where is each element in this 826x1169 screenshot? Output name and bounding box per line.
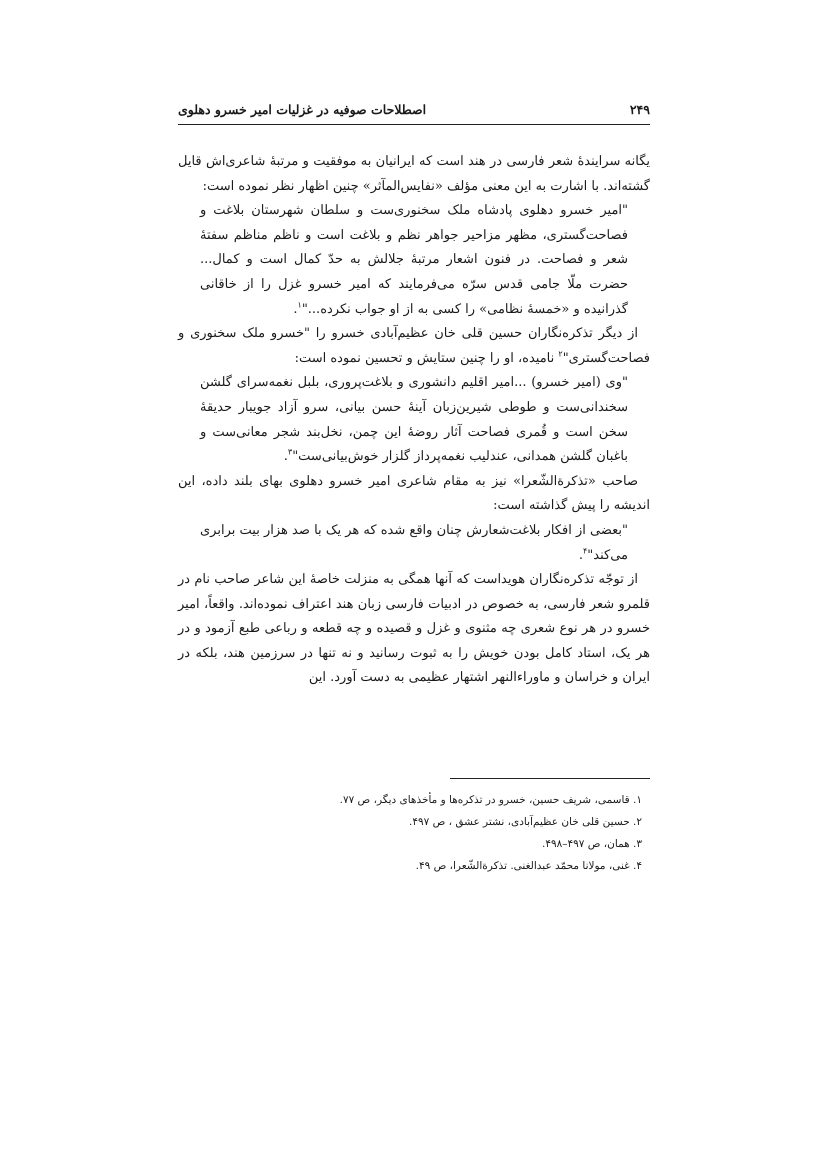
header-rule (178, 124, 650, 125)
header-title: اصطلاحات صوفیه در غزلیات امیر خسرو دهلوی (178, 102, 427, 117)
paragraph-2 (178, 322, 650, 371)
quote-3: "بعضی از افکار بلاغت‌شعارش چنان واقع شده که هر یک با صد هزار بیت برابری می‌کند"$^۴$. (200, 522, 628, 563)
quote-2: "وی (امیر خسرو) ...امیر اقلیم دانشوری و بلاغت‌پروری، بلبل نغمه‌سرای گلشن سخندانی‌ست و طوطی شیرین‌زبان آینهٔ حسن بیانی، سرو آزاد جویبار حدیقهٔ سخن است و قُمری فصاحت آثار روضهٔ این چمن، نخل‌بند شجر معانی‌ست و باغبان گلشن همدانی، عندلیب نغمه‌پرداز گلزار خوش‌بیانی‌ست"$^۳$. (200, 375, 628, 465)
quote-3-text: "بعضی از افکار بلاغت‌شعارش چنان واقع شده که هر یک با صد هزار بیت برابری می‌کند" (200, 522, 628, 563)
body-text (178, 150, 650, 691)
paragraph-4: از توجّه تذکره‌نگاران هویداست که آنها همگی به منزلت خاصهٔ این شاعر صاحب نام در قلمرو شعر فارسی، به خصوص در ادبیات فارسی زبان هند اعتراف نموده‌اند. واقعاً، امیر خسرو در هر نوع شعری چه مثنوی و غزل و قصیده و چه قطعه و رباعی طبع آزمود و در هر یک، استاد کامل بودن خویش را به ثبوت رسانید و نه تنها در سرزمین هند، بلکه در ایران و خراسان و ماوراءالنهر اشتهار عظیمی به دست آورد. این (178, 572, 650, 686)
page-number: ۲۴۹ (629, 102, 650, 117)
footnotes (178, 789, 650, 877)
paragraph-2-part-b: نامیده، او را چنین ستایش و تحسین نموده است: (294, 350, 559, 366)
footnote-ref-1: ۱ (297, 300, 302, 310)
paragraph-3: صاحب «تذکرةالشّعرا» نیز به مقام شاعری امیر خسرو دهلوی بهای بلند داده، این اندیشه را پیش گذاشته است: (178, 473, 650, 514)
quote-1-text: "امیر خسرو دهلوی پادشاه ملک سخنوری‌ست و سلطان شهرستان بلاغت و فصاحت‌گستری، مظهر مزاحیر جواهر نظم و بلاغت است و ناظم مناظم سفتهٔ شعر و فصاحت. در فنون اشعار مرتبهٔ جلالش به حدّ کمال است و کمال... حضرت ملّا جامی قدس سرّه می‌فرمایند که امیر خسرو غزل را از خاقانی گذرانیده و «خمسهٔ نظامی» را کسی به از او جواب نکرده..." (200, 203, 628, 317)
footnote-2: ۲. حسین قلی خان عظیم‌آبادی، نشتر عشق ، ص ۴۹۷. (408, 816, 642, 828)
quote-2-text: "وی (امیر خسرو) ...امیر اقلیم دانشوری و بلاغت‌پروری، بلبل نغمه‌سرای گلشن سخندانی‌ست و طوطی شیرین‌زبان آینهٔ حسن بیانی، سرو آزاد جویبار حدیقهٔ سخن است و قُمری فصاحت آثار روضهٔ این چمن، نخل‌بند شجر معانی‌ست و باغبان گلشن همدانی، عندلیب نغمه‌پرداز گلزار خوش‌بیانی‌ست" (200, 375, 628, 465)
quote-1: "امیر خسرو دهلوی پادشاه ملک سخنوری‌ست و سلطان شهرستان بلاغت و فصاحت‌گستری، مظهر مزاحیر جواهر نظم و بلاغت است و ناظم مناظم سفتهٔ شعر و فصاحت. در فنون اشعار مرتبهٔ جلالش به حدّ کمال است و کمال... حضرت ملّا جامی قدس سرّه می‌فرمایند که امیر خسرو غزل را از خاقانی گذرانیده و «خمسهٔ نظامی» را کسی به از او جواب نکرده..."$^۱$. (200, 203, 628, 317)
footnote-ref-2: ۲ (558, 349, 563, 359)
footnote-4: ۴. غنی، مولانا محمّد عبدالغنی. تذکرةالشّعرا، ص ۴۹. (415, 860, 642, 872)
footnote-3: ۳. همان، ص ۴۹۷–۴۹۸. (541, 838, 642, 850)
footnote-rule (450, 778, 650, 779)
paragraph-2-part-a: از دیگر تذکره‌نگاران حسین قلی خان عظیم‌آبادی خسرو را "خسرو ملک سخنوری و فصاحت‌گستری" (178, 326, 650, 366)
footnote-1: ۱. قاسمی، شریف حسین، خسرو در تذکره‌ها و مأخذهای دیگر، ص ۷۷. (339, 794, 642, 806)
footnote-ref-3: ۳ (287, 447, 293, 457)
paragraph-1: یگانه سرایندهٔ شعر فارسی در هند است که ایرانیان به موفقیت و مرتبهٔ شاعری‌اش قایل گشته‌اند. با اشارت به این معنی مؤلف «نفایس‌المآثر» چنین اظهار نظر نموده است: (178, 154, 650, 194)
running-head (178, 98, 650, 122)
footnote-ref-4: ۴ (582, 546, 588, 556)
